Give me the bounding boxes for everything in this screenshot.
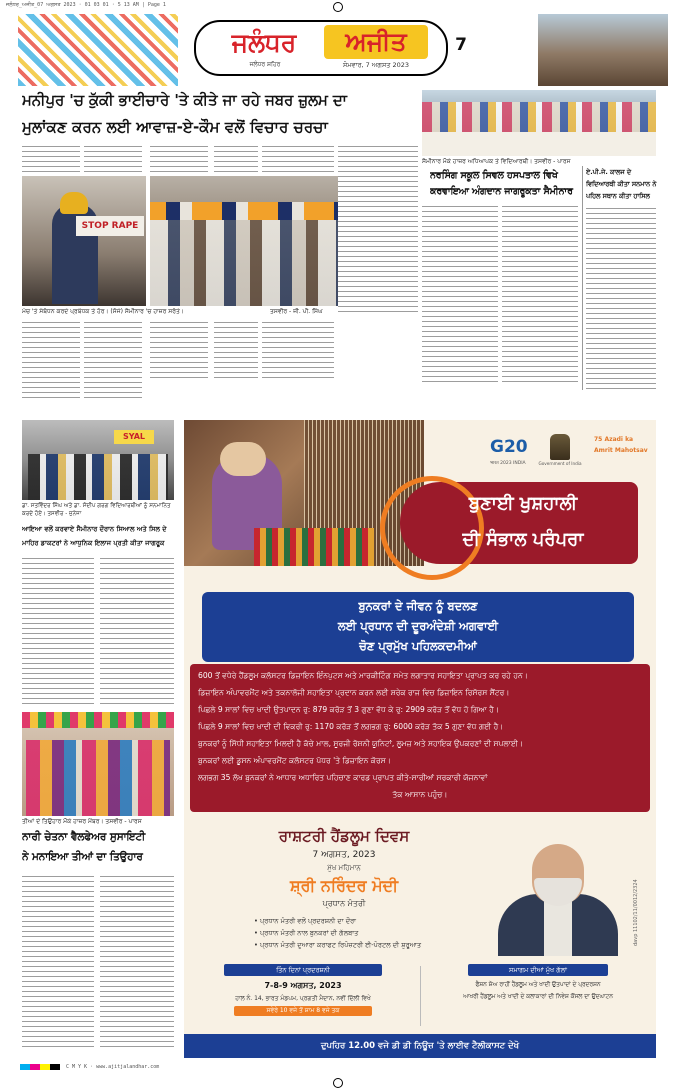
lead-caption-right: ਤਸਵੀਰ - ਜੀ. ਪੀ. ਸਿੰਘ <box>270 308 323 315</box>
lead-body-col-3 <box>150 144 208 172</box>
apj-headline-line-3: ਪਹਿਲ ਸਥਾਨ ਕੀਤਾ ਹਾਸਿਲ <box>586 192 650 200</box>
g20-logo: G20 <box>490 437 528 457</box>
syal-caption: ਡਾ. ਸਤਵਿੰਦਰ ਸਿੰਘ ਅਤੇ ਡਾ. ਸੰਦੀਪ ਗਰਗ ਵਿਦਿਆਰਥੀਆਂ ਨੂੰ ਸਨਮਾਨਿਤ ਕਰਦੇ ਹੋਏ। ਤਸਵੀਰ - ਜੁਨੇਜਾ <box>22 503 171 517</box>
lead-headline-line-1: ਮਨੀਪੁਰ 'ਚ ਕੁੱਕੀ ਭਾਈਚਾਰੇ 'ਤੇ ਕੀਤੇ ਜਾ ਰਹੇ ਜਬਰ ਜ਼ੁਲਮ ਦਾ <box>22 92 347 109</box>
panel-divider <box>420 966 421 1026</box>
highlights-line: ਆਖਰੀ ਹੈਂਡਲੂਮ ਅਤੇ ਖਾਦੀ ਦੇ ਕਲਾਕਾਰਾਂ ਦੀ ਨਿਵੇਸ਼ ਕੌਂਸਲ ਦਾ ਉਦਘਾਟਨ <box>463 994 613 1000</box>
pm-name: ਸ਼੍ਰੀ ਨਰਿੰਦਰ ਮੋਦੀ <box>289 876 399 895</box>
syal-body-col-1 <box>22 556 94 704</box>
exhibition-venue: ਹਾਲ ਨੰ. 14, ਭਾਰਤ ਮੰਡਪਮ, ਪ੍ਰਗਤੀ ਮੈਦਾਨ, ਨਵੀਂ ਦਿੱਲੀ ਵਿਖੇ <box>235 995 371 1002</box>
teej-body-col-2 <box>100 874 174 1050</box>
handloom-ad <box>184 420 656 1058</box>
initiative-item: ਤੱਕ ਆਸਾਨ ਪਹੁੰਚ। <box>392 790 448 799</box>
event-date: 7 ਅਗਸਤ, 2023 <box>312 850 376 860</box>
apj-body <box>586 206 656 390</box>
masthead-title-box <box>194 20 448 76</box>
seminar-photo-caption: ਸੈਮੀਨਾਰ ਮੌਕੇ ਹਾਜ਼ਰ ਅਧਿਆਪਕ ਤੇ ਵਿਦਿਆਰਥੀ। ਤਸਵੀਰ - ਪਾਰਸ <box>422 158 571 165</box>
highlights-panel <box>428 962 648 1032</box>
pm-title: ਪ੍ਰਧਾਨ ਮੰਤਰੀ <box>322 899 366 908</box>
emblem-icon <box>550 434 570 460</box>
nursing-headline-line-1: ਨਰਸਿੰਗ ਸਕੂਲ ਸਿਵਲ ਹਸਪਤਾਲ ਵਿਖੇ <box>430 170 558 181</box>
event-highlight: • ਪ੍ਰਧਾਨ ਮੰਤਰੀ ਵਲੋਂ ਪ੍ਰਦਰਸ਼ਨੀ ਦਾ ਦੌਰਾ <box>254 917 357 925</box>
initiatives-ribbon <box>202 592 634 662</box>
weaver-headscarf <box>220 442 266 476</box>
initiative-item: ਬੁਨਕਰਾਂ ਲਈ ਡੂਸਨ ਅੰਪਾਵਰਮੈਂਟ ਕਲੱਸਟਰ ਪੱਧਰ 'ਤੇ ਡਿਜ਼ਾਇਨ ਕੋਰਸ। <box>198 756 391 765</box>
masthead <box>18 14 668 86</box>
apj-headline-line-2: ਵਿਦਿਆਰਥੀ ਕੀਤਾ ਸਨਮਾਨ ਨੇ <box>586 180 657 188</box>
live-telecast-text: ਦੁਪਹਿਰ 12.00 ਵਜੇ ਡੀ ਡੀ ਨਿਊਜ਼ 'ਤੇ ਲਾਈਵ ਟੈਲੀਕਾਸਟ ਦੇਖੋ <box>320 1041 520 1051</box>
masthead-city: ਜਲੰਧਰ <box>231 28 297 57</box>
page-number: 7 <box>455 35 467 55</box>
protest-sign: STOP RAPE <box>76 216 144 236</box>
tagline-line-2: ਦੀ ਸੰਭਾਲ ਪਰੰਪਰਾ <box>462 529 584 550</box>
lead-caption-left: ਮੰਚ 'ਤੇ ਸੰਬੋਧਨ ਕਰਦੇ ਪ੍ਰਬੰਧਕ ਤੇ ਹੋਰ। (ਸੱਜੇ) ਸੈਮੀਨਾਰ 'ਚ ਹਾਜ਼ਰ ਸਰੋਤੇ। <box>22 308 184 315</box>
apj-sidebar-rule <box>582 166 583 390</box>
ribbon-line-2: ਲਈ ਪ੍ਰਧਾਨ ਦੀ ਦੂਰਅੰਦੇਸ਼ੀ ਅਗਵਾਈ <box>337 619 499 633</box>
syal-banner: SYAL <box>114 430 154 444</box>
chief-guest-label: ਮੁੱਖ ਮਹਿਮਾਨ <box>327 864 361 872</box>
initiative-item: ਪਿਛਲੇ 9 ਸਾਲਾਂ ਵਿਚ ਖਾਦੀ ਦੀ ਵਿਕਰੀ ਰੁ: 1170 ਕਰੋੜ ਤੋਂ ਲਗਭਗ ਰੁ: 6000 ਕਰੋੜ ਤੱਕ 5 ਗੁਣਾ ਵੱਧ ਗਈ ਹੈ। <box>198 722 504 731</box>
syal-event-photo <box>22 420 174 500</box>
event-highlight: • ਪ੍ਰਧਾਨ ਮੰਤਰੀ ਦੁਆਰਾ ਕਰਾਫਟ ਰਿਪੋਜ਼ਟਰੀ ਈ-ਪੋਰਟਲ ਦੀ ਸ਼ੁਰੂਆਤ <box>254 941 422 949</box>
lead-body-col-8 <box>84 320 142 398</box>
exhibition-label: ਤਿੰਨ ਦਿਨਾਂ ਪ੍ਰਦਰਸ਼ਨੀ <box>224 964 382 976</box>
syal-headline-line-2: ਮਾਹਿਰ ਡਾਕਟਰਾਂ ਨੇ ਆਧੁਨਿਕ ਇਲਾਜ ਪ੍ਰਤੀ ਕੀਤਾ ਜਾਗਰੂਕ <box>22 539 165 547</box>
teej-headline-line-2: ਨੇ ਮਨਾਇਆ ਤੀਆਂ ਦਾ ਤਿਉਹਾਰ <box>22 851 143 863</box>
ministry-label: Government of India <box>538 461 582 466</box>
nursing-body-col-1 <box>422 204 498 382</box>
syal-headline-line-1: ਆਇਆ ਵਲੋਂ ਕਰਵਾਏ ਸੈਮੀਨਾਰ ਦੌਰਾਨ ਸਿਆਲ ਅਤੇ ਸਿਲ ਦੇ <box>22 525 167 533</box>
ribbon-line-1: ਬੁਨਕਰਾਂ ਦੇ ਜੀਵਨ ਨੂੰ ਬਦਲਣ <box>358 599 478 613</box>
group-table <box>422 132 656 156</box>
lead-body-col-2 <box>84 144 142 174</box>
event-highlight: • ਪ੍ਰਧਾਨ ਮੰਤਰੀ ਨਾਲ ਬੁਨਕਰਾਂ ਦੀ ਗੱਲਬਾਤ <box>254 929 359 937</box>
lead-headline-line-2: ਮੁਲਾਂਕਣ ਕਰਨ ਲਈ ਆਵਾਜ਼-ਏ-ਕੌਮ ਵਲੋਂ ਵਿਚਾਰ ਚਰਚਾ <box>22 118 328 136</box>
initiatives-list <box>190 664 650 812</box>
initiative-item: ਲਗਭਗ 35 ਲੱਖ ਬੁਨਕਰਾਂ ਨੇ ਆਧਾਰ ਅਧਾਰਿਤ ਪਹਿਚਾਣ ਕਾਰਡ ਪ੍ਰਾਪਤ ਕੀਤੇ-ਸਾਰੀਆਂ ਸਰਕਾਰੀ ਯੋਜਨਾਵਾਂ <box>198 773 488 782</box>
masthead-city-sub: ਜਲੰਧਰ ਸ਼ਹਿਰ <box>249 61 281 68</box>
bottom-strip: C M Y K · www.ajitjalandhar.com <box>66 1064 160 1070</box>
exhibition-panel <box>194 962 412 1032</box>
lead-body-col-11 <box>262 320 334 380</box>
teej-photo <box>22 712 174 816</box>
nursing-headline-line-2: ਕਰਵਾਇਆ ਅੰਗਦਾਨ ਜਾਗਰੂਕਤਾ ਸੈਮੀਨਾਰ <box>430 186 573 197</box>
registration-mark-icon <box>333 1078 343 1088</box>
apj-headline-line-1: ਏ.ਪੀ.ਜੇ. ਕਾਲਜ ਦੇ <box>586 168 632 176</box>
masthead-date: ਸੋਮਵਾਰ, 7 ਅਗਸਤ 2023 <box>342 61 410 69</box>
lead-photo-speaker <box>22 176 146 306</box>
event-title: ਰਾਸ਼ਟਰੀ ਹੈਂਡਲੂਮ ਦਿਵਸ <box>278 827 410 845</box>
teej-decor <box>22 712 174 728</box>
lead-body-col-9 <box>150 320 208 380</box>
teej-headline-line-1: ਨਾਰੀ ਚੇਤਨਾ ਵੈਲਫੇਅਰ ਸੁਸਾਇਟੀ <box>22 831 146 843</box>
lead-body-col-1 <box>22 144 80 174</box>
masthead-left-pattern <box>18 14 178 86</box>
lead-photo-audience <box>150 176 338 306</box>
nursing-body-col-2 <box>502 204 578 382</box>
tagline-line-1: ਬੁਣਾਈ ਖੁਸ਼ਹਾਲੀ <box>468 493 578 514</box>
audience-row <box>150 216 338 306</box>
portrait-shirt <box>544 898 572 956</box>
initiative-item: 600 ਤੋਂ ਵਧੇਰੇ ਹੈਂਡਲੂਮ ਕਲੱਸਟਰ ਡਿਜ਼ਾਇਨ ਇੰਨਪੁਟਸ ਅਤੇ ਮਾਰਕੀਟਿੰਗ ਸਮੇਤ ਲਗਾਤਾਰ ਸਹਾਇਤਾ ਪ੍ਰਾਪਤ ਕਰ ਰਹੇ ਹਨ। <box>198 671 528 680</box>
initiative-item: ਪਿਛਲੇ 9 ਸਾਲਾਂ ਵਿਚ ਖਾਦੀ ਉਤਪਾਦਨ ਰੁ: 879 ਕਰੋੜ ਤੋਂ 3 ਗੁਣਾ ਵੱਧ ਕੇ ਰੁ: 2909 ਕਰੋੜ ਤੋਂ ਵੱਧ ਹੋ ਗਿਆ ਹੈ। <box>198 705 499 714</box>
lead-body-col-5 <box>262 144 334 172</box>
pm-portrait <box>488 836 628 956</box>
exhibition-dates: 7-8-9 ਅਗਸਤ, 2023 <box>264 981 342 990</box>
initiative-item: ਬੁਨਕਰਾਂ ਨੂੰ ਸਿੱਧੀ ਸਹਾਇਤਾ ਮਿਲਦੀ ਹੈ ਕੱਚੇ ਮਾਲ, ਸੂਰਜੀ ਰੋਸ਼ਨੀ ਯੂਨਿਟਾਂ, ਲੂਮਜ਼ ਅਤੇ ਸਹਾਇਕ ਉਪਕਰਣਾਂ ਦੀ ਸਪਲਾਈ। <box>198 739 523 748</box>
davp-code: davp 11102/11/0012/2324 <box>633 879 639 946</box>
exhibition-time: ਸਵੇਰੇ 10 ਵਜੇ ਤੋਂ ਸ਼ਾਮ 8 ਵਜੇ ਤਕ <box>234 1006 372 1016</box>
seminar-group-photo <box>422 90 656 156</box>
syal-body-col-2 <box>100 556 174 704</box>
speaker-turban <box>60 192 88 214</box>
color-bar <box>20 1064 60 1070</box>
g20-sub: भारत 2023 INDIA <box>490 461 526 466</box>
registration-mark-icon <box>333 2 343 12</box>
lead-body-col-6 <box>338 144 418 314</box>
lead-body-col-10 <box>214 320 258 380</box>
woven-fabric <box>254 528 374 566</box>
group-people <box>422 102 656 132</box>
initiative-item: ਡਿਜ਼ਾਇਨ ਅੰਪਾਵਰਮੈਂਟ ਅਤੇ ਤਕਨਾਲੋਜੀ ਸਹਾਇਤਾ ਪ੍ਰਦਾਨ ਕਰਨ ਲਈ ਸ਼ਰੇਕ ਰਾਜ ਵਿਚ ਡਿਜ਼ਾਇਨ ਰਿਸੋਰਸ ਸੈਂਟਰ। <box>198 688 510 697</box>
teej-body-col-1 <box>22 874 94 1050</box>
lead-body-col-7 <box>22 320 80 398</box>
ribbon-line-3: ਚੋਣ ਪ੍ਰਮੁੱਖ ਪਹਿਲਕਦਮੀਆਂ <box>359 639 477 653</box>
masthead-right-photo <box>538 14 668 86</box>
teej-caption: ਤੀਆਂ ਦੇ ਤਿਉਹਾਰ ਮੌਕੇ ਹਾਜ਼ਰ ਮੈਂਬਰ। ਤਸਵੀਰ - ਪਾਰਸ <box>22 818 142 825</box>
teej-women <box>26 740 170 816</box>
syal-people <box>28 454 168 500</box>
amrit-mahotsav-logo: 75 Azadi ka Amrit Mahotsav <box>594 436 648 454</box>
print-meta-strip: ਜਲੰਧਰ_ਅਜੀਤ_07 ਅਗਸਤ 2023 · 01 03 01 · 5 13 AM | Page 1 <box>6 2 166 8</box>
audience-turbans <box>150 202 338 220</box>
highlights-line: ਫੈਸ਼ਨ ਸ਼ੋਅ ਰਾਹੀਂ ਹੈਂਡਲੂਮ ਅਤੇ ਖਾਦੀ ਉਤਪਾਦਾਂ ਦੇ ਪ੍ਰਦਰਸ਼ਨ <box>475 982 601 988</box>
lead-body-col-4 <box>214 144 258 172</box>
highlights-label: ਸਮਾਗਮ ਦੀਆਂ ਮੁੱਖ ਗੱਲਾਂ <box>468 964 608 976</box>
masthead-brand: ਅਜੀਤ <box>345 27 407 56</box>
